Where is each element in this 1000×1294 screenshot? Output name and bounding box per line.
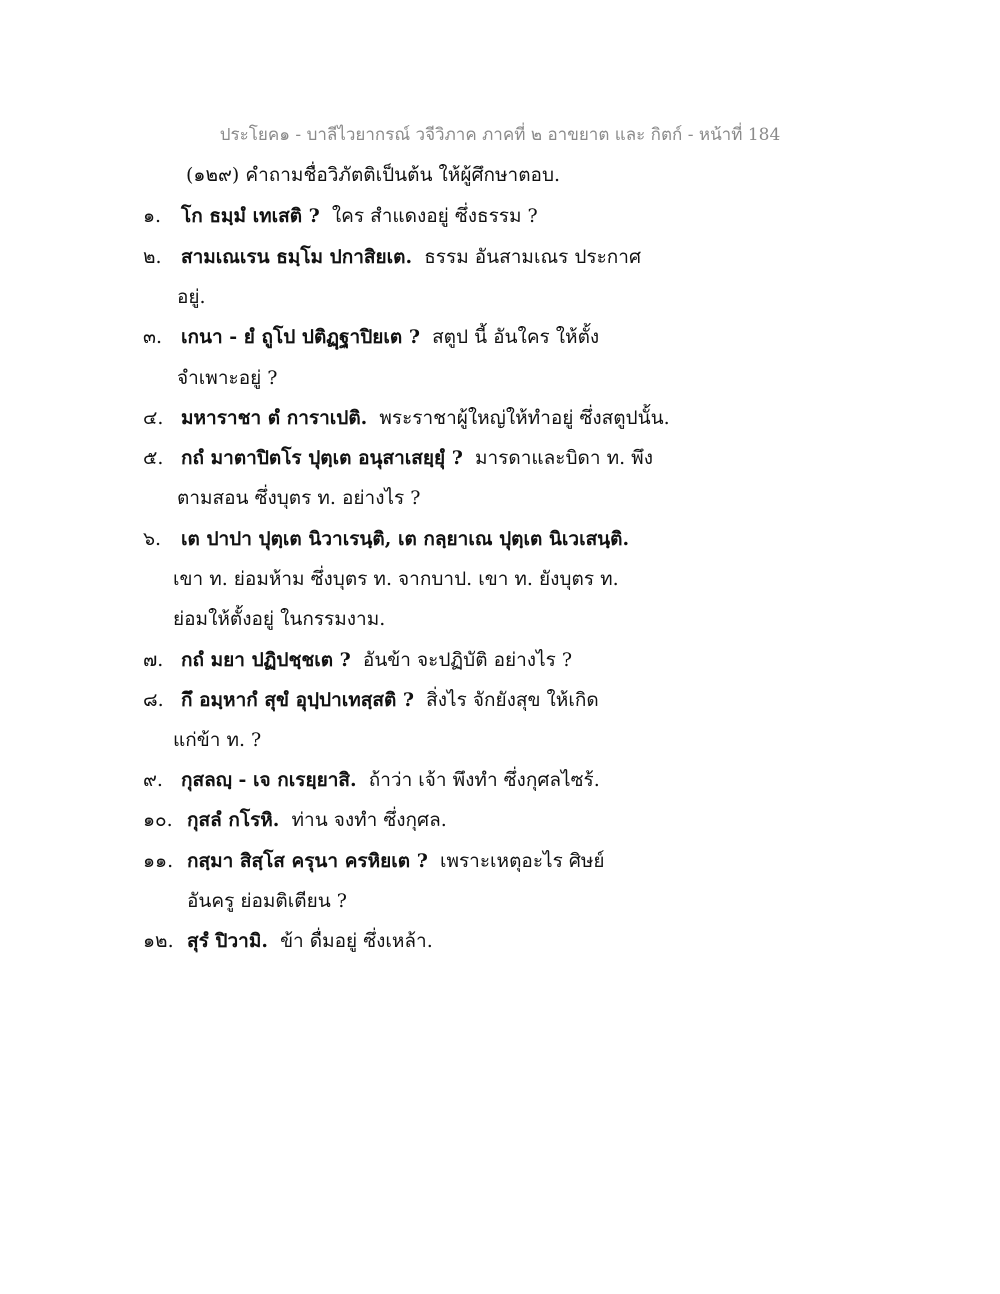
thai-translation: สิ่งไร จักยังสุข ให้เกิด — [426, 689, 599, 711]
thai-translation-continued: ย่อมให้ตั้งอยู่ ในกรรมงาม. — [173, 608, 386, 630]
item-number: ๙. — [143, 769, 163, 791]
item-number: ๗. — [143, 649, 164, 671]
thai-translation: เพราะเหตุอะไร ศิษย์ — [439, 850, 605, 872]
exercise-item-12 — [143, 929, 433, 953]
thai-translation: อันข้า จะปฏิบัติ อย่างไร ? — [362, 649, 573, 671]
pali-sentence: กึ อมฺหากํ สุขํ อุปฺปาเทสฺสติ ? — [181, 689, 415, 711]
item-number: ๘. — [143, 689, 164, 711]
thai-translation: ธรรม อันสามเณร ประกาศ — [424, 246, 642, 268]
pali-sentence: กุสลญฺ - เจ กเรยฺยาสิ. — [181, 769, 357, 791]
exercise-item-9 — [143, 768, 600, 792]
exercise-item-10 — [143, 808, 447, 832]
exercise-item-2 — [143, 245, 641, 269]
thai-translation-continued: แก่ข้า ท. ? — [173, 729, 262, 751]
exercise-item-7 — [143, 648, 572, 672]
item-number: ๓. — [143, 326, 163, 348]
exercise-instruction: (๑๒๙) คำถามชื่อวิภัตติเป็นต้น ให้ผู้ศึกษาตอบ. — [186, 164, 561, 186]
item-number: ๑. — [143, 205, 162, 227]
exercise-item-1 — [143, 204, 538, 228]
exercise-item-5 — [143, 446, 653, 470]
thai-translation: พระราชาผู้ใหญ่ให้ทำอยู่ ซึ่งสตูปนั้น. — [379, 407, 670, 429]
exercise-item-6 — [143, 527, 629, 551]
thai-translation: ข้า ดื่มอยู่ ซึ่งเหล้า. — [280, 930, 433, 952]
item-number: ๔. — [143, 407, 164, 429]
thai-translation: มารดาและบิดา ท. พึง — [474, 447, 653, 469]
item-number: ๑๑. — [143, 850, 174, 872]
item-number: ๕. — [143, 447, 164, 469]
thai-translation: สตูป นี้ อันใคร ให้ตั้ง — [432, 326, 600, 348]
exercise-item-11 — [143, 849, 605, 873]
exercise-item-3 — [143, 325, 599, 349]
item-number: ๖. — [143, 528, 162, 550]
item-number: ๒. — [143, 246, 162, 268]
thai-translation-continued: อันครู ย่อมติเตียน ? — [187, 890, 347, 912]
pali-sentence: กถํ มาตาปิตโร ปุตฺเต อนุสาเสยฺยุํ ? — [181, 447, 463, 469]
exercise-item-4 — [143, 406, 670, 430]
thai-translation: เขา ท. ย่อมห้าม ซึ่งบุตร ท. จากบาป. เขา ท. ยังบุตร ท. — [173, 568, 619, 590]
pali-sentence: โก ธมฺมํ เทเสติ ? — [181, 205, 320, 227]
thai-translation: ท่าน จงทำ ซึ่งกุศล. — [291, 809, 447, 831]
pali-sentence: สามเณเรน ธมฺโม ปกาสิยเต. — [181, 246, 413, 268]
item-number: ๑๐. — [143, 809, 173, 831]
pali-sentence: มหาราชา ตํ การาเปติ. — [181, 407, 368, 429]
thai-translation: ถ้าว่า เจ้า พึงทำ ซึ่งกุศลไซร้. — [368, 769, 600, 791]
pali-sentence: สุรํ ปิวามิ. — [187, 930, 268, 952]
pali-sentence: กสฺมา สิสฺโส ครุนา ครหิยเต ? — [187, 850, 428, 872]
thai-translation: ใคร สำแดงอยู่ ซึ่งธรรม ? — [331, 205, 538, 227]
running-header: ประโยค๑ - บาลีไวยากรณ์ วจีวิภาค ภาคที่ ๒ อาขยาต และ กิตก์ - หน้าที่ 184 — [219, 125, 781, 145]
pali-sentence: กุสลํ กโรหิ. — [187, 809, 280, 831]
pali-sentence: เต ปาปา ปุตฺเต นิวาเรนฺติ, เต กลฺยาเณ ปุตฺเต นิเวเสนฺติ. — [181, 528, 630, 550]
thai-translation-continued: อยู่. — [177, 286, 206, 308]
item-number: ๑๒. — [143, 930, 174, 952]
exercise-item-8 — [143, 688, 599, 712]
pali-sentence: กถํ มยา ปฏิปชฺชเต ? — [181, 649, 351, 671]
pali-sentence: เกนา - ยํ ถูโป ปติฏฺฐาปิยเต ? — [181, 326, 420, 348]
thai-translation-continued: ตามสอน ซึ่งบุตร ท. อย่างไร ? — [177, 487, 421, 509]
thai-translation-continued: จำเพาะอยู่ ? — [177, 367, 278, 389]
